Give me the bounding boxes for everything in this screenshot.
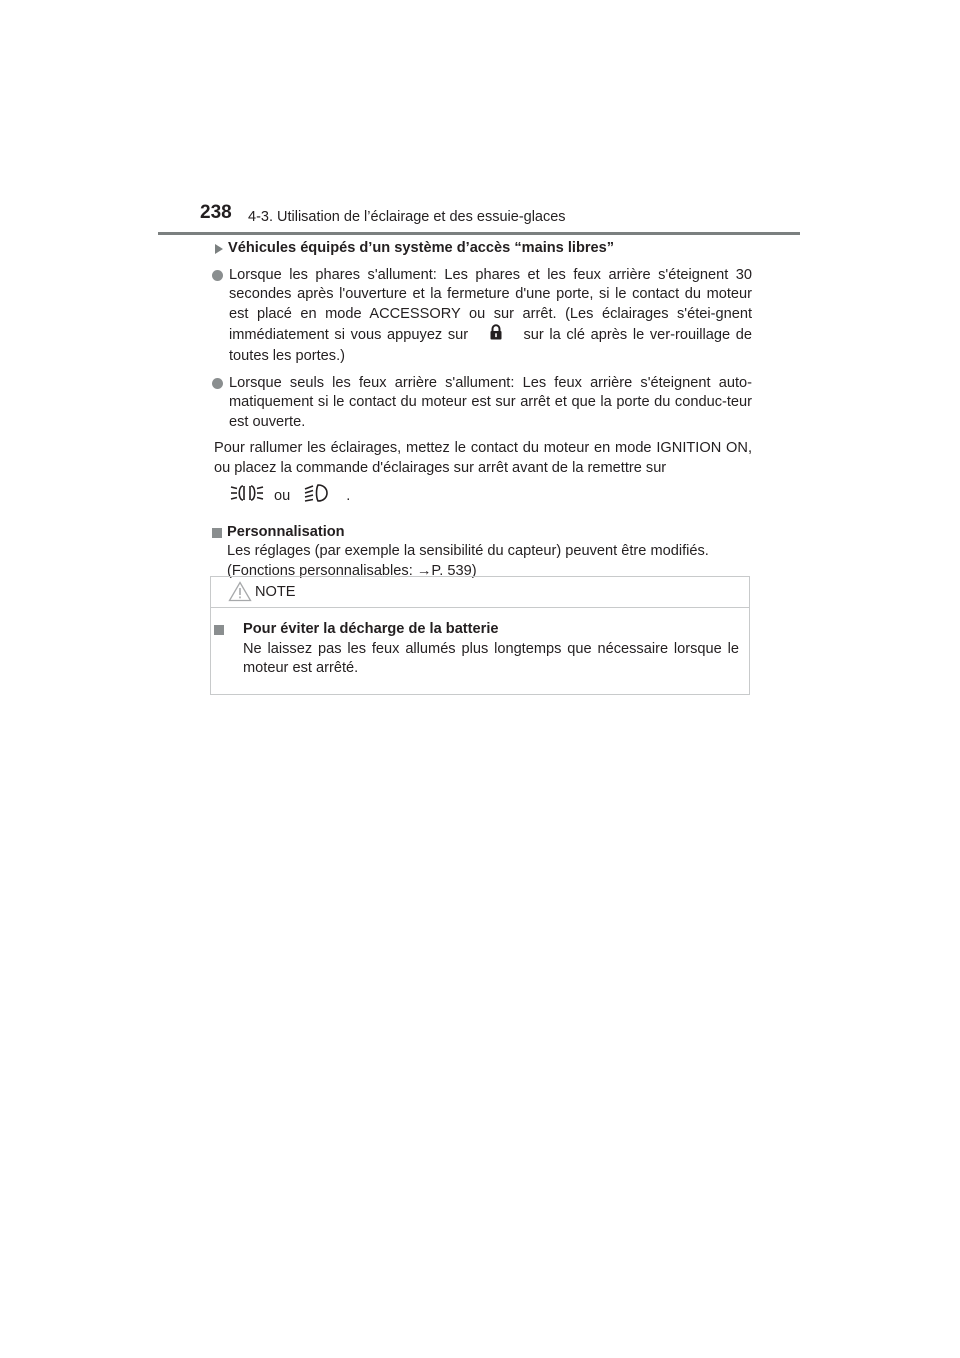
note-title: NOTE <box>255 584 296 600</box>
bullet-headlights <box>212 266 752 367</box>
tail-lights-icon <box>230 483 264 510</box>
headlights-icon <box>304 483 334 510</box>
note-heading: Pour éviter la décharge de la batterie <box>243 621 499 637</box>
customization-heading: Personnalisation <box>227 523 345 540</box>
bullet-dot-icon <box>212 270 223 281</box>
light-switch-icons <box>212 483 752 511</box>
customization-line-1: Les réglages (par exemple la sensibilité du capteur) peuvent être modifiés. <box>227 543 709 560</box>
subheading-hands-free <box>212 239 752 259</box>
main-content <box>212 239 752 581</box>
bullet-tail-lights <box>212 374 752 433</box>
square-bullet-icon <box>214 625 224 635</box>
page-header <box>200 200 800 236</box>
header-divider <box>158 232 800 235</box>
lock-icon <box>474 324 518 347</box>
page-number: 238 <box>200 202 232 223</box>
section-title: 4-3. Utilisation de l’éclairage et des essuie-glaces <box>248 209 566 225</box>
bullet1-text-a: Lorsque les phares s'allument: Les phares et les feux arrière s'éteignent 30 secondes après l'ouverture et la fermeture d'une porte, si le contact du moteur est placé en mode ACCESSORY ou sur arrêt. (Les éclairages s'étei-gnent immédiatement si vous appuyez sur <box>229 266 752 344</box>
period-text: . <box>346 487 351 504</box>
square-bullet-icon <box>212 528 222 538</box>
warning-triangle-icon <box>228 581 252 607</box>
relight-paragraph: Pour rallumer les éclairages, mettez le contact du moteur en mode IGNITION ON, ou placez la commande d'éclairages sur arrêt avant de la remettre sur <box>214 440 752 476</box>
customization-line-2: (Fonctions personnalisables: →P. 539) <box>227 562 477 579</box>
customization-section <box>212 523 752 582</box>
bullet2-text: Lorsque seuls les feux arrière s'allument: Les feux arrière s'éteignent auto-matiquement si le contact du moteur est sur arrêt et que la porte du conduc-teur est ouverte. <box>229 374 752 430</box>
note-header <box>211 577 749 608</box>
note-text: Ne laissez pas les feux allumés plus longtemps que nécessaire lorsque le moteur est arrêté. <box>243 640 739 677</box>
triangle-marker-icon <box>215 244 223 254</box>
note-box <box>210 576 750 695</box>
bullet1-text-b: sur la clé après le ver-rouillage de toutes les portes.) <box>229 327 753 364</box>
or-text: ou <box>274 487 291 504</box>
subheading-text: Véhicules équipés d’un système d’accès “mains libres” <box>228 240 615 256</box>
bullet-dot-icon <box>212 378 223 389</box>
note-body <box>211 608 749 679</box>
